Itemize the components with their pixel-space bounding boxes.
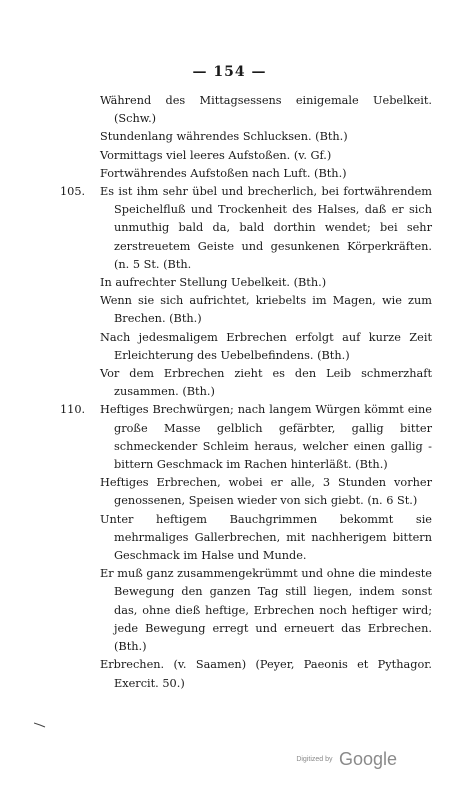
entry [60, 274, 432, 292]
entry-text: Vor dem Erbrechen zieht es den Leib schmerzhaft zusammen. (Bth.) [100, 367, 432, 399]
entry [60, 92, 432, 128]
entry-text: Er muß ganz zusammengekrümmt und ohne die mindeste Bewegung den ganzen Tag still liegen, indem sonst das, ohne dieß heftige, Erbrechen noch heftiger wird; jede Bewegung erregt und erneuert das Erbrechen. (Bth.) [100, 567, 432, 654]
entry [60, 565, 432, 656]
watermark-prefix: Digitized by [296, 756, 333, 763]
entry-text: Während des Mittagsessens einigemale Uebelkeit. (Schw.) [100, 94, 432, 126]
entry [60, 147, 432, 165]
entry [60, 365, 432, 401]
entry [60, 165, 432, 183]
entry-text: Es ist ihm sehr übel und brecherlich, bei fortwährendem Speichelfluß und Trockenheit des Halses, daß er sich unmuthig bald da, bald dorthin wendet; bei sehr zerstreuetem Geiste und gesunkenen Körperkräften. (n. 5 St. (Bth. [100, 185, 432, 271]
entry [60, 656, 432, 692]
entry-number: 110. [60, 403, 86, 417]
entry-text: Nach jedesmaligem Erbrechen erfolgt auf kurze Zeit Erleichterung des Uebelbefindens. (Bth.) [100, 330, 432, 362]
entry-text: In aufrechter Stellung Uebelkeit. (Bth.) [100, 276, 327, 290]
entry [60, 474, 432, 510]
entry [60, 128, 432, 146]
entry [60, 183, 432, 274]
entry [60, 292, 432, 328]
page-body [60, 92, 432, 693]
ink-mark-icon [34, 722, 46, 728]
entry-text: Wenn sie sich aufrichtet, kriebelts im Magen, wie zum Brechen. (Bth.) [100, 294, 432, 326]
entry-text: Vormittags viel leeres Aufstoßen. (v. Gf.) [100, 148, 332, 162]
entry-text: Heftiges Erbrechen, wobei er alle, 3 Stunden vorher genossenen, Speisen wieder von sich giebt. (n. 6 St.) [100, 476, 432, 508]
google-logo: Google [338, 749, 397, 769]
entry-text: Erbrechen. (v. Saamen) (Peyer, Paeonis et Pythagor. Exercit. 50.) [100, 658, 432, 690]
entry-text: Heftiges Brechwürgen; nach langem Würgen kömmt eine große Masse gelblich gefärbter, gallig bitter schmeckender Schleim heraus, welcher einen gallig - bittern Geschmack im Rachen hinterläßt. (Bth.) [100, 403, 432, 472]
entry-number: 105. [60, 185, 86, 199]
digitized-by-google-watermark [296, 749, 397, 770]
entry-text: Unter heftigem Bauchgrimmen bekommt sie mehrmaliges Gallerbrechen, mit nachherigem bittern Geschmack im Halse und Munde. [100, 512, 432, 563]
entry-text: Fortwährendes Aufstoßen nach Luft. (Bth.) [100, 166, 347, 180]
entry-text: Stundenlang währendes Schlucksen. (Bth.) [100, 130, 348, 144]
entry [60, 511, 432, 566]
entry [60, 401, 432, 474]
page-number: — 154 — [192, 64, 267, 80]
entry [60, 329, 432, 365]
